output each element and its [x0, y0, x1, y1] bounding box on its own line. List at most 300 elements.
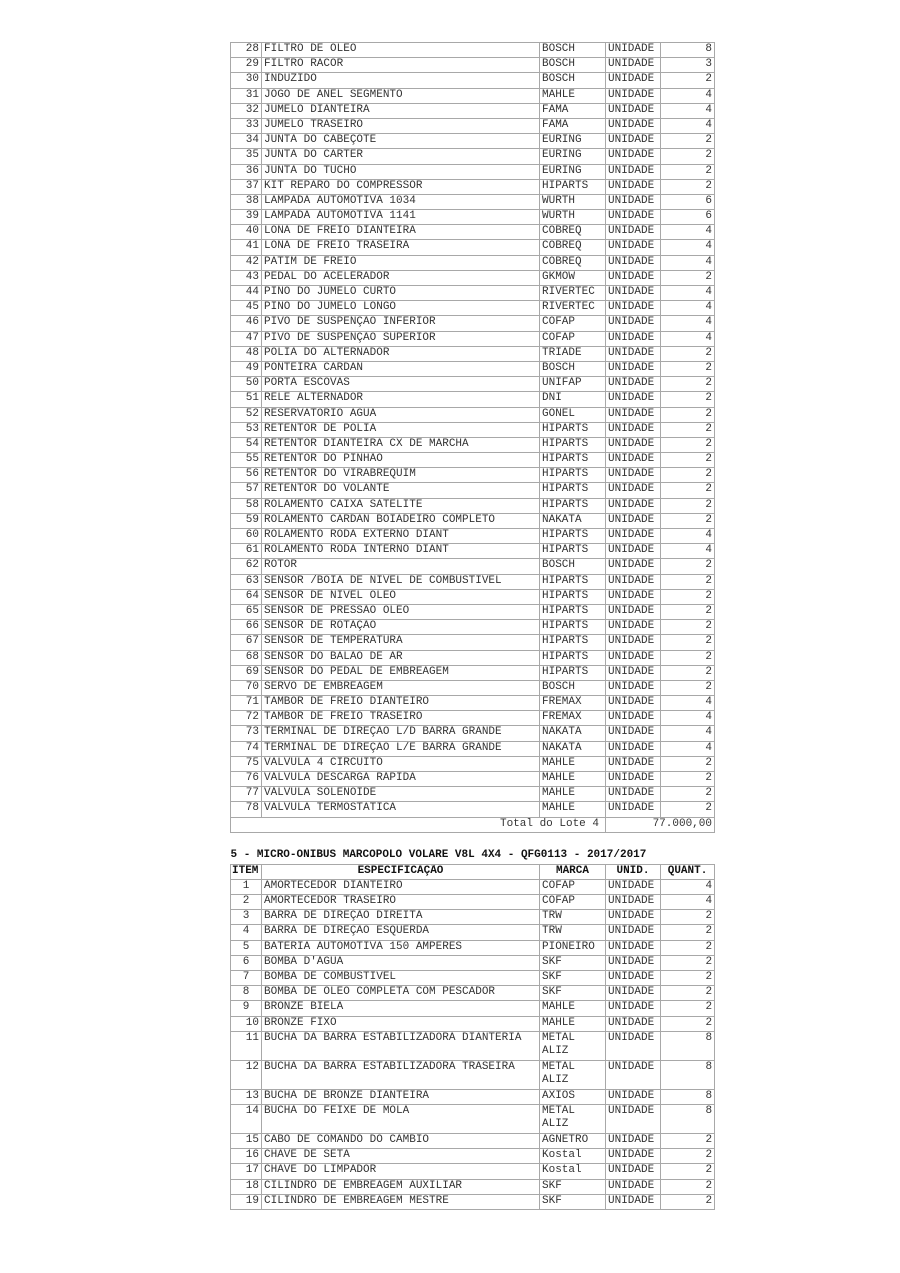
item-brand: BOSCH: [540, 73, 606, 88]
item-brand: MAHLE: [540, 756, 606, 771]
item-quantity: 8: [661, 1031, 715, 1060]
table-row: [231, 513, 715, 528]
item-brand: HIPARTS: [540, 620, 606, 635]
item-brand: COFAP: [540, 879, 606, 894]
item-specification: BOMBA D'ÁGUA: [262, 955, 540, 970]
item-number: 44: [231, 286, 262, 301]
item-brand: COFAP: [540, 331, 606, 346]
item-brand: HIPARTS: [540, 650, 606, 665]
item-brand: MAHLE: [540, 772, 606, 787]
item-specification: SENSOR DE PRESSÃO OLEO: [262, 604, 540, 619]
item-quantity: 4: [661, 879, 715, 894]
item-unit: UNIDADE: [606, 1016, 661, 1031]
item-specification: POLIA DO ALTERNADOR: [262, 346, 540, 361]
item-specification: BUCHA DA BARRA ESTABILIZADORA TRASEIRA: [262, 1060, 540, 1089]
item-number: 40: [231, 225, 262, 240]
item-number: 18: [231, 1179, 262, 1194]
lot4-total-value: 77.000,00: [606, 817, 715, 832]
lot5-body: [231, 879, 715, 1209]
item-unit: UNIDADE: [606, 164, 661, 179]
table-row: [231, 1016, 715, 1031]
item-unit: UNIDADE: [606, 194, 661, 209]
item-number: 60: [231, 529, 262, 544]
table-row: [231, 149, 715, 164]
table-row: [231, 696, 715, 711]
item-unit: UNIDADE: [606, 270, 661, 285]
item-unit: UNIDADE: [606, 1133, 661, 1148]
item-specification: CHAVE DO LIMPADOR: [262, 1164, 540, 1179]
table-row: [231, 1179, 715, 1194]
item-specification: VÁLVULA DESCARGA RÁPIDA: [262, 772, 540, 787]
lot4-body: [231, 43, 715, 818]
table-row: [231, 665, 715, 680]
table-row: [231, 483, 715, 498]
item-brand: FREMAX: [540, 696, 606, 711]
item-quantity: 4: [661, 225, 715, 240]
item-number: 32: [231, 103, 262, 118]
item-brand: SKF: [540, 1179, 606, 1194]
item-quantity: 4: [661, 301, 715, 316]
item-number: 46: [231, 316, 262, 331]
item-quantity: 3: [661, 58, 715, 73]
item-unit: UNIDADE: [606, 498, 661, 513]
table-row: [231, 1164, 715, 1179]
table-row: [231, 240, 715, 255]
item-quantity: 2: [661, 1001, 715, 1016]
item-specification: BUCHA DO FEIXE DE MOLA: [262, 1104, 540, 1133]
item-specification: JUNTA DO TUCHO: [262, 164, 540, 179]
item-unit: UNIDADE: [606, 468, 661, 483]
item-quantity: 4: [661, 240, 715, 255]
item-brand: WURTH: [540, 194, 606, 209]
item-quantity: 2: [661, 802, 715, 817]
item-brand: AGNETRO: [540, 1133, 606, 1148]
item-quantity: 2: [661, 361, 715, 376]
table-row: [231, 589, 715, 604]
item-quantity: 2: [661, 73, 715, 88]
item-quantity: 2: [661, 407, 715, 422]
table-row: [231, 316, 715, 331]
item-number: 12: [231, 1060, 262, 1089]
item-specification: RESERVATORIO AGUA: [262, 407, 540, 422]
item-unit: UNIDADE: [606, 1164, 661, 1179]
item-unit: UNIDADE: [606, 331, 661, 346]
item-specification: VALVULA 4 CIRCUITO: [262, 756, 540, 771]
item-brand: COBREQ: [540, 255, 606, 270]
item-unit: UNIDADE: [606, 879, 661, 894]
item-brand: HIPARTS: [540, 453, 606, 468]
table-row: [231, 346, 715, 361]
item-quantity: 2: [661, 164, 715, 179]
table-row: [231, 879, 715, 894]
item-number: 38: [231, 194, 262, 209]
item-specification: AMORTECEDOR TRASEIRO: [262, 895, 540, 910]
item-unit: UNIDADE: [606, 559, 661, 574]
item-specification: BRONZE BIELA: [262, 1001, 540, 1016]
item-number: 76: [231, 772, 262, 787]
item-brand: PIONEIRO: [540, 940, 606, 955]
item-brand: FAMA: [540, 118, 606, 133]
item-brand: DNI: [540, 392, 606, 407]
item-specification: PATIM DE FREIO: [262, 255, 540, 270]
item-unit: UNIDADE: [606, 149, 661, 164]
item-brand: TRIADE: [540, 346, 606, 361]
item-specification: LONA DE FREIO DIANTEIRA: [262, 225, 540, 240]
item-unit: UNIDADE: [606, 574, 661, 589]
item-specification: RETENTOR DO PINHÃO: [262, 453, 540, 468]
item-unit: UNIDADE: [606, 422, 661, 437]
item-quantity: 4: [661, 88, 715, 103]
item-number: 74: [231, 741, 262, 756]
table-row: [231, 910, 715, 925]
item-brand: MAHLE: [540, 1001, 606, 1016]
item-number: 67: [231, 635, 262, 650]
table-row: [231, 741, 715, 756]
item-number: 50: [231, 377, 262, 392]
item-number: 54: [231, 437, 262, 452]
item-quantity: 2: [661, 437, 715, 452]
table-row: [231, 1133, 715, 1148]
item-number: 49: [231, 361, 262, 376]
table-row: [231, 118, 715, 133]
item-number: 78: [231, 802, 262, 817]
item-number: 62: [231, 559, 262, 574]
item-number: 9: [231, 1001, 262, 1016]
item-specification: RELE ALTERNADOR: [262, 392, 540, 407]
item-specification: CILINDRO DE EMBREAGEM MESTRE: [262, 1194, 540, 1209]
item-quantity: 4: [661, 331, 715, 346]
item-quantity: 2: [661, 1194, 715, 1209]
item-unit: UNIDADE: [606, 620, 661, 635]
item-quantity: 2: [661, 1179, 715, 1194]
item-number: 41: [231, 240, 262, 255]
table-row: [231, 1089, 715, 1104]
item-unit: UNIDADE: [606, 635, 661, 650]
table-row: [231, 635, 715, 650]
item-unit: UNIDADE: [606, 665, 661, 680]
item-specification: BARRA DE DIREÇÃO DIREITA: [262, 910, 540, 925]
table-row: [231, 286, 715, 301]
item-number: 28: [231, 43, 262, 58]
item-brand: BOSCH: [540, 680, 606, 695]
table-row: [231, 179, 715, 194]
table-row: [231, 377, 715, 392]
item-specification: FILTRO DE OLEO: [262, 43, 540, 58]
item-number: 17: [231, 1164, 262, 1179]
item-specification: AMORTECEDOR DIANTEIRO: [262, 879, 540, 894]
item-unit: UNIDADE: [606, 1194, 661, 1209]
table-row: [231, 940, 715, 955]
item-unit: UNIDADE: [606, 756, 661, 771]
item-unit: UNIDADE: [606, 741, 661, 756]
item-number: 70: [231, 680, 262, 695]
item-quantity: 2: [661, 346, 715, 361]
table-row: [231, 726, 715, 741]
item-quantity: 4: [661, 255, 715, 270]
item-unit: UNIDADE: [606, 483, 661, 498]
item-brand: MAHLE: [540, 787, 606, 802]
item-brand: BOSCH: [540, 58, 606, 73]
item-brand: WURTH: [540, 210, 606, 225]
item-unit: UNIDADE: [606, 544, 661, 559]
item-specification: TAMBOR DE FREIO TRASEIRO: [262, 711, 540, 726]
item-number: 33: [231, 118, 262, 133]
lot4-total-label: Total do Lote 4: [231, 817, 606, 832]
item-number: 71: [231, 696, 262, 711]
table-row: [231, 955, 715, 970]
item-number: 77: [231, 787, 262, 802]
item-brand: HIPARTS: [540, 422, 606, 437]
item-quantity: 2: [661, 574, 715, 589]
item-quantity: 2: [661, 1149, 715, 1164]
item-number: 55: [231, 453, 262, 468]
item-specification: RETENTOR DE POLIA: [262, 422, 540, 437]
item-specification: SENSOR DE TEMPERATURA: [262, 635, 540, 650]
table-row: [231, 58, 715, 73]
item-unit: UNIDADE: [606, 210, 661, 225]
item-number: 15: [231, 1133, 262, 1148]
item-quantity: 2: [661, 925, 715, 940]
item-unit: UNIDADE: [606, 772, 661, 787]
item-brand: HIPARTS: [540, 483, 606, 498]
item-unit: UNIDADE: [606, 1179, 661, 1194]
lot5-title-row: [231, 849, 715, 864]
item-specification: CHAVE DE SETA: [262, 1149, 540, 1164]
item-brand: COBREQ: [540, 225, 606, 240]
item-quantity: 2: [661, 971, 715, 986]
item-quantity: 4: [661, 103, 715, 118]
table-row: [231, 604, 715, 619]
item-quantity: 6: [661, 194, 715, 209]
item-unit: UNIDADE: [606, 240, 661, 255]
item-unit: UNIDADE: [606, 407, 661, 422]
item-specification: BARRA DE DIREÇÃO ESQUERDA: [262, 925, 540, 940]
item-unit: UNIDADE: [606, 1149, 661, 1164]
table-row: [231, 392, 715, 407]
item-quantity: 2: [661, 134, 715, 149]
item-unit: UNIDADE: [606, 392, 661, 407]
item-number: 13: [231, 1089, 262, 1104]
item-unit: UNIDADE: [606, 1031, 661, 1060]
item-quantity: 2: [661, 604, 715, 619]
item-specification: FILTRO RACOR: [262, 58, 540, 73]
table-row: [231, 134, 715, 149]
item-number: 59: [231, 513, 262, 528]
item-specification: BRONZE FIXO: [262, 1016, 540, 1031]
item-specification: KIT REPARO DO COMPRESSOR: [262, 179, 540, 194]
item-quantity: 4: [661, 118, 715, 133]
item-brand: NAKATA: [540, 726, 606, 741]
item-brand: GKMOW: [540, 270, 606, 285]
item-specification: BOMBA DE COMBUSTIVEL: [262, 971, 540, 986]
item-brand: HIPARTS: [540, 498, 606, 513]
item-quantity: 2: [661, 756, 715, 771]
item-brand: GONEL: [540, 407, 606, 422]
item-unit: UNIDADE: [606, 58, 661, 73]
item-specification: PINO DO JUMELO CURTO: [262, 286, 540, 301]
item-quantity: 2: [661, 468, 715, 483]
table-row: [231, 1031, 715, 1060]
item-number: 63: [231, 574, 262, 589]
item-brand: RIVERTEC: [540, 286, 606, 301]
item-number: 45: [231, 301, 262, 316]
table-row: [231, 194, 715, 209]
item-number: 5: [231, 940, 262, 955]
item-unit: UNIDADE: [606, 377, 661, 392]
item-number: 52: [231, 407, 262, 422]
item-brand: FREMAX: [540, 711, 606, 726]
item-specification: JUMELO TRASEIRO: [262, 118, 540, 133]
item-number: 29: [231, 58, 262, 73]
table-row: [231, 468, 715, 483]
item-quantity: 2: [661, 787, 715, 802]
table-row: [231, 255, 715, 270]
table-row: [231, 437, 715, 452]
item-unit: UNIDADE: [606, 529, 661, 544]
item-number: 43: [231, 270, 262, 285]
item-brand: SKF: [540, 955, 606, 970]
table-row: [231, 529, 715, 544]
item-brand: Kostal: [540, 1149, 606, 1164]
item-quantity: 8: [661, 1104, 715, 1133]
item-brand: COFAP: [540, 895, 606, 910]
item-brand: MAHLE: [540, 1016, 606, 1031]
item-number: 19: [231, 1194, 262, 1209]
item-brand: SKF: [540, 971, 606, 986]
item-quantity: 2: [661, 772, 715, 787]
item-specification: BATERIA AUTOMOTIVA 150 AMPERES: [262, 940, 540, 955]
item-unit: UNIDADE: [606, 604, 661, 619]
item-number: 75: [231, 756, 262, 771]
table-row: [231, 787, 715, 802]
item-number: 6: [231, 955, 262, 970]
item-brand: HIPARTS: [540, 468, 606, 483]
item-number: 58: [231, 498, 262, 513]
item-specification: PIVO DE SUSPENÇÃO INFERIOR: [262, 316, 540, 331]
table-row: [231, 544, 715, 559]
item-number: 65: [231, 604, 262, 619]
item-unit: UNIDADE: [606, 910, 661, 925]
item-unit: UNIDADE: [606, 255, 661, 270]
item-brand: MAHLE: [540, 802, 606, 817]
item-specification: SENSOR DE NIVEL ÓLEO: [262, 589, 540, 604]
item-unit: UNIDADE: [606, 346, 661, 361]
item-unit: UNIDADE: [606, 88, 661, 103]
item-specification: ROLAMENTO RODA INTERNO DIANT: [262, 544, 540, 559]
item-quantity: 2: [661, 513, 715, 528]
item-unit: UNIDADE: [606, 696, 661, 711]
item-quantity: 6: [661, 210, 715, 225]
item-specification: SENSOR DE ROTAÇÃO: [262, 620, 540, 635]
table-row: [231, 453, 715, 468]
lot5-header-row: [231, 864, 715, 879]
table-row: [231, 1149, 715, 1164]
item-unit: UNIDADE: [606, 787, 661, 802]
item-specification: PORTA ESCOVAS: [262, 377, 540, 392]
table-row: [231, 802, 715, 817]
item-brand: HIPARTS: [540, 179, 606, 194]
item-brand: EURING: [540, 164, 606, 179]
item-number: 48: [231, 346, 262, 361]
item-quantity: 2: [661, 1016, 715, 1031]
item-brand: MAHLE: [540, 88, 606, 103]
item-quantity: 2: [661, 589, 715, 604]
item-brand: SKF: [540, 1194, 606, 1209]
table-row: [231, 772, 715, 787]
item-specification: BUCHA DA BARRA ESTABILIZADORA DIANTERIA: [262, 1031, 540, 1060]
item-quantity: 2: [661, 483, 715, 498]
item-number: 61: [231, 544, 262, 559]
item-specification: BOMBA DE OLEO COMPLETA COM PESCADOR: [262, 986, 540, 1001]
item-brand: METAL ALIZ: [540, 1104, 606, 1133]
item-quantity: 4: [661, 895, 715, 910]
header-unit: UNID.: [606, 864, 661, 879]
item-number: 10: [231, 1016, 262, 1031]
item-brand: HIPARTS: [540, 529, 606, 544]
item-unit: UNIDADE: [606, 589, 661, 604]
item-number: 16: [231, 1149, 262, 1164]
item-brand: TRW: [540, 910, 606, 925]
item-quantity: 4: [661, 286, 715, 301]
item-quantity: 4: [661, 544, 715, 559]
item-number: 7: [231, 971, 262, 986]
item-quantity: 8: [661, 43, 715, 58]
table-row: [231, 895, 715, 910]
item-brand: NAKATA: [540, 741, 606, 756]
item-number: 53: [231, 422, 262, 437]
item-brand: HIPARTS: [540, 665, 606, 680]
item-unit: UNIDADE: [606, 513, 661, 528]
item-specification: SERVO DE EMBREAGEM: [262, 680, 540, 695]
item-number: 68: [231, 650, 262, 665]
item-unit: UNIDADE: [606, 103, 661, 118]
item-number: 66: [231, 620, 262, 635]
table-row: [231, 331, 715, 346]
lot4-table: [230, 42, 715, 833]
table-row: [231, 225, 715, 240]
table-row: [231, 680, 715, 695]
item-unit: UNIDADE: [606, 1001, 661, 1016]
item-quantity: 4: [661, 529, 715, 544]
table-row: [231, 498, 715, 513]
table-row: [231, 756, 715, 771]
table-row: [231, 1104, 715, 1133]
item-unit: UNIDADE: [606, 802, 661, 817]
item-unit: UNIDADE: [606, 73, 661, 88]
item-number: 8: [231, 986, 262, 1001]
item-specification: VALVULA TERMOSTATICA: [262, 802, 540, 817]
table-row: [231, 711, 715, 726]
item-specification: CILINDRO DE EMBREAGEM AUXILIAR: [262, 1179, 540, 1194]
table-row: [231, 971, 715, 986]
item-quantity: 2: [661, 453, 715, 468]
item-number: 57: [231, 483, 262, 498]
item-unit: UNIDADE: [606, 711, 661, 726]
lot5-table: [230, 849, 715, 1210]
table-row: [231, 301, 715, 316]
table-row: [231, 164, 715, 179]
item-unit: UNIDADE: [606, 955, 661, 970]
item-brand: HIPARTS: [540, 635, 606, 650]
item-specification: ROLAMENTO RODA EXTERNO DIANT: [262, 529, 540, 544]
item-specification: PIVO DE SUSPENÇÃO SUPERIOR: [262, 331, 540, 346]
item-specification: SENSOR DO BALÃO DE AR: [262, 650, 540, 665]
item-quantity: 2: [661, 910, 715, 925]
item-unit: UNIDADE: [606, 925, 661, 940]
item-quantity: 2: [661, 392, 715, 407]
item-specification: ROLAMENTO CARDAN BOIADEIRO COMPLETO: [262, 513, 540, 528]
item-quantity: 2: [661, 377, 715, 392]
